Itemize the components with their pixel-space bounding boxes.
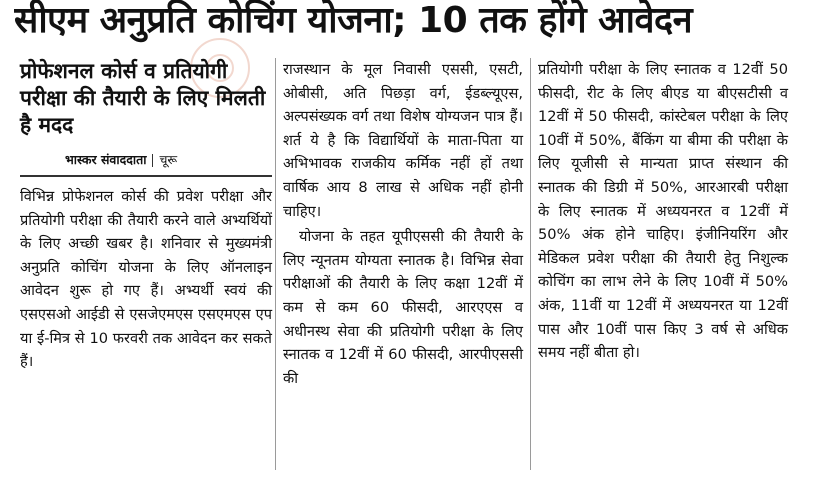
article-column-2 [283, 58, 523, 390]
article-column-3 [538, 58, 788, 365]
article-column-1 [20, 58, 272, 374]
byline-rule [20, 175, 272, 177]
article-paragraph: प्रतियोगी परीक्षा के लिए स्नातक व 12वीं 50 फीसदी, रीट के लिए बीएड या बीएसटीसी व 12वीं में 50 फीसदी, कांस्टेबल परीक्षा के लिए 10वीं में 50%, बैंकिंग या बीमा की परीक्षा के लिए यूजीसी से मान्यता प्राप्त संस्थान की स्नातक की डिग्री में 50%, आरआरबी परीक्षा के लिए स्नातक में अध्ययनरत व 12वीं में 50% अंक होने चाहिए। इंजीनियरिंग और मेडिकल प्रवेश परीक्षा की तैयारी हेतु निशुल्क कोचिंग का लाभ लेने के लिए 10वीं में 50% अंक, 11वीं या 12वीं में अध्ययनरत या 12वीं पास और 10वीं पास किए 3 वर्ष से अधिक समय नहीं बीता हो। [538, 61, 788, 362]
column-divider [275, 58, 276, 470]
article-paragraph: योजना के तहत यूपीएससी की तैयारी के लिए न्यूनतम योग्यता स्नातक है। विभिन्न सेवा परीक्षाओं की तैयारी के लिए कक्षा 12वीं में कम से कम 60 फीसदी, आरएएस व अधीनस्थ सेवा की प्रतियोगी परीक्षा के लिए स्नातक व 12वीं में 60 फीसदी, आरपीएससी की [283, 228, 523, 387]
article-paragraph: राजस्थान के मूल निवासी एससी, एसटी, ओबीसी, अति पिछड़ा वर्ग, ईडब्ल्यूएस, अल्पसंख्यक वर्ग तथा विशेष योग्यजन पात्र हैं। शर्त ये है कि विद्यार्थियों के माता-पिता या अभिभावक राजकीय कर्मिक नहीं हों तथा वार्षिक आय 8 लाख से अधिक नहीं होनी चाहिए। [283, 61, 523, 220]
subheadline: प्रोफेशनल कोर्स व प्रतियोगी परीक्षा की तैयारी के लिए मिलती है मदद [20, 59, 266, 137]
byline-city: चूरू [159, 152, 178, 167]
column-divider [530, 58, 531, 470]
byline-separator [152, 154, 153, 167]
byline [20, 151, 272, 169]
headline: सीएम अनुप्रति कोचिंग योजना; 10 तक होंगे आवेदन [14, 0, 693, 41]
article-paragraph: विभिन्न प्रोफेशनल कोर्स की प्रवेश परीक्षा और प्रतियोगी परीक्षा की तैयारी करने वाले अभ्यर्थियों के लिए अच्छी खबर है। शनिवार से मुख्यमंत्री अनुप्रति कोचिंग योजना के लिए ऑनलाइन आवेदन शुरू हो गए हैं। अभ्यर्थी स्वयं की एसएसओ आईडी से एसजेएमएस एसएमएस एप या ई-मित्र से 10 फरवरी तक आवेदन कर सकते हैं। [20, 188, 272, 371]
byline-reporter: भास्कर संवाददाता [65, 152, 147, 167]
